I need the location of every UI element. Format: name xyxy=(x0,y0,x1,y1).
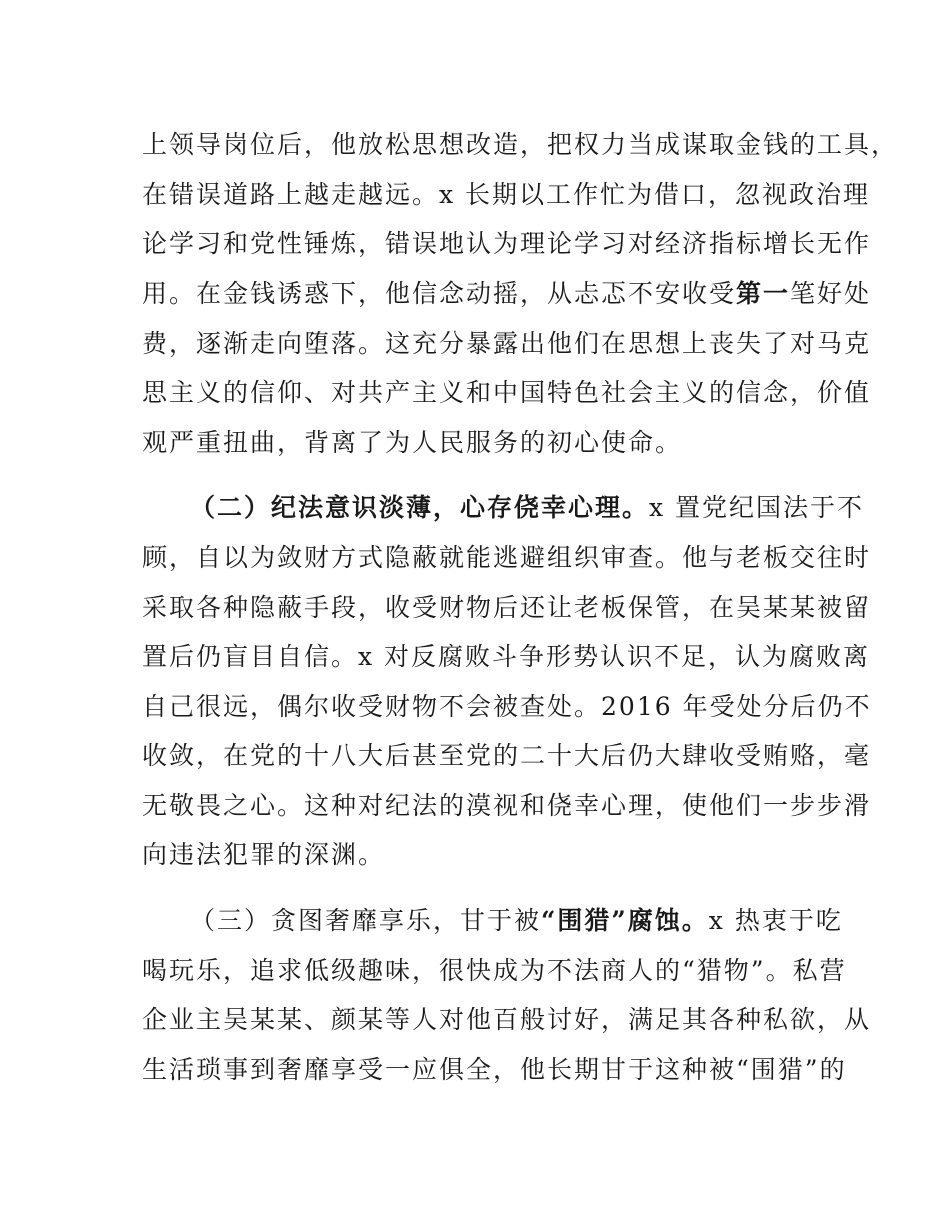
p1-line-5: 费，逐渐走向堕落。这充分暴露出他们在思想上丧失了对马克 xyxy=(142,329,872,358)
p1-line-4-text: 用。在金钱诱惑下，他信念动摇，从忐忑不安收受 xyxy=(142,279,737,308)
bold-first: 第一 xyxy=(736,279,791,308)
p3-line-2: 喝玩乐，追求低级趣味，很快成为不法商人的“猎物”。私营 xyxy=(142,956,847,985)
p1-line-7: 观严重扭曲，背离了为人民服务的初心使命。 xyxy=(142,428,683,457)
p1-line-3: 论学习和党性锤炼，错误地认为理论学习对经济指标增长无作 xyxy=(142,229,872,258)
p3-heading-bold: “围猎”腐蚀。 xyxy=(541,906,709,935)
p3-line-4: 生活琐事到奢靡享受一应俱全，他长期甘于这种被“围猎”的 xyxy=(142,1055,847,1084)
p1-line-4 xyxy=(142,279,871,309)
p1-line-1: 上领导岗位后，他放松思想改造，把权力当成谋取金钱的工具， xyxy=(142,130,899,159)
p2-line-2: 顾，自以为敛财方式隐蔽就能逃避组织审查。他与老板交往时 xyxy=(142,543,872,572)
p3-line-3: 企业主吴某某、颜某等人对他百般讨好，满足其各种私欲，从 xyxy=(142,1005,872,1034)
p2-line-7: 无敬畏之心。这种对纪法的漠视和侥幸心理，使他们一步步滑 xyxy=(142,791,872,820)
p2-line-8: 向违法犯罪的深渊。 xyxy=(142,840,386,869)
p2-line-4: 置后仍盲目自信。x 对反腐败斗争形势认识不足，认为腐败离 xyxy=(142,642,871,671)
p1-line-6: 思主义的信仰、对共产主义和中国特色社会主义的信念，价值 xyxy=(142,378,872,407)
p1-line-2: 在错误道路上越走越远。x 长期以工作忙为借口，忽视政治理 xyxy=(142,180,871,209)
p3-line-1 xyxy=(190,906,843,936)
p3-line-1-rest: x 热衷于吃 xyxy=(708,906,843,935)
p2-line-6: 收敛，在党的十八大后甚至党的二十大后仍大肆收受贿赂，毫 xyxy=(142,741,872,770)
p3-heading-pre: （三）贪图奢靡享乐，甘于被 xyxy=(190,906,542,935)
p2-line-5: 自己很远，偶尔收受财物不会被查处。2016 年受处分后仍不 xyxy=(142,692,872,721)
p1-line-4-end: 笔好处 xyxy=(790,279,872,308)
p2-line-3: 采取各种隐蔽手段，收受财物后还让老板保管，在吴某某被留 xyxy=(142,593,872,622)
p2-heading: （二）纪法意识淡薄，心存侥幸心理。 xyxy=(190,493,650,522)
p2-line-1 xyxy=(190,493,864,523)
p2-line-1-rest: x 置党纪国法于不 xyxy=(649,493,865,522)
